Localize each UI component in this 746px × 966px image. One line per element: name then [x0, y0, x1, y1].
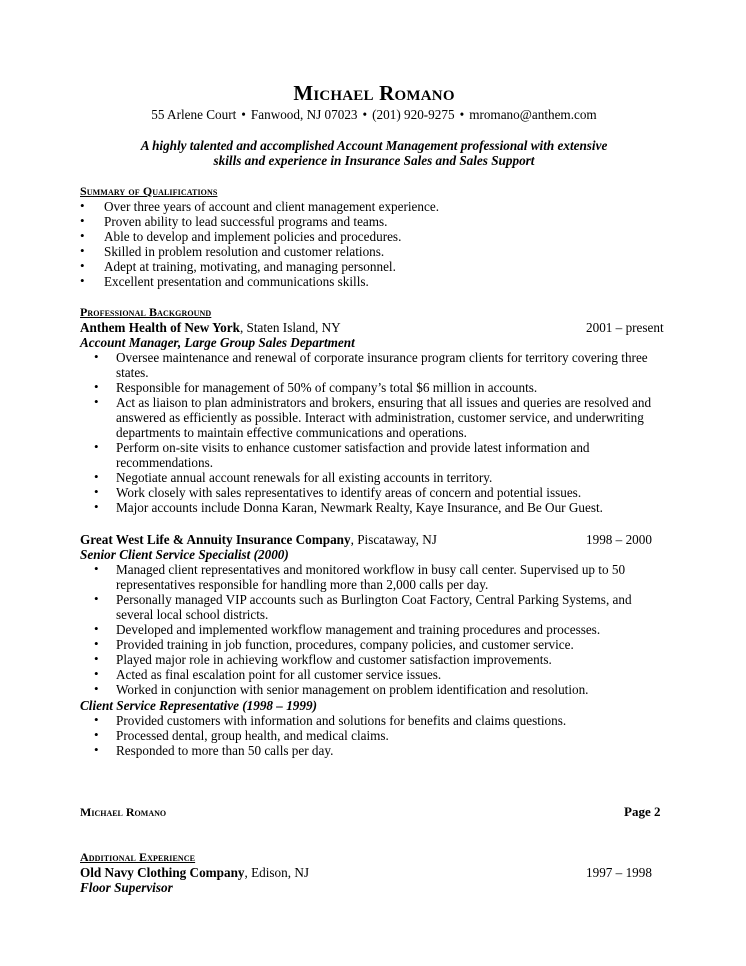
duties-list [80, 350, 662, 515]
company-location: , Staten Island, NY [239, 320, 341, 335]
list-item: • Played major role in achieving workflow and customer satisfaction improvements. [80, 652, 662, 667]
list-item: • Provided training in job function, procedures, company policies, and customer service. [80, 637, 662, 652]
list-item: • Developed and implemented workflow management and training procedures and processes. [80, 622, 662, 637]
list-item: • Proven ability to lead successful programs and teams. [80, 214, 668, 229]
list-item: • Skilled in problem resolution and customer relations. [80, 244, 668, 259]
tagline-line: A highly talented and accomplished Account Management professional with extensive [140, 138, 608, 153]
list-item: • Responsible for management of 50% of company’s total $6 million in accounts. [80, 380, 662, 395]
list-item: • Responded to more than 50 calls per day. [80, 743, 662, 758]
employer-line [80, 532, 668, 547]
employer-line [80, 320, 668, 335]
page-number: Page 2 [624, 804, 661, 819]
employment-dates: 1998 – 2000 [586, 532, 652, 547]
list-item: • Provided customers with information and solutions for benefits and claims questions. [80, 713, 662, 728]
list-item: • Act as liaison to plan administrators and brokers, ensuring that all issues and queries are resolved and answered as efficiently as possible. Interact with administration, customer service, and underwriting departments to maintain effective communications and operations. [80, 395, 662, 440]
company-name: Great West Life & Annuity Insurance Company [80, 532, 351, 547]
list-item: • Oversee maintenance and renewal of corporate insurance program clients for territory covering three states. [80, 350, 662, 380]
employer-line [80, 865, 668, 880]
role-title: Floor Supervisor [80, 880, 173, 895]
list-item: • Acted as final escalation point for all customer service issues. [80, 667, 662, 682]
contact-line [80, 107, 668, 122]
tagline-line: skills and experience in Insurance Sales and Sales Support [213, 153, 535, 168]
phone: (201) 920-9275 [372, 107, 455, 122]
candidate-name: Michael Romano [293, 81, 455, 105]
summary-heading: Summary of Qualifications [80, 184, 218, 198]
list-item: • Negotiate annual account renewals for all existing accounts in territory. [80, 470, 662, 485]
list-item: • Worked in conjunction with senior management on problem identification and resolution. [80, 682, 662, 697]
separator: • [362, 107, 368, 122]
list-item: • Adept at training, motivating, and managing personnel. [80, 259, 668, 274]
role-title: Account Manager, Large Group Sales Department [80, 335, 355, 350]
summary-list [80, 199, 668, 289]
list-item: • Over three years of account and client management experience. [80, 199, 668, 214]
list-item: • Processed dental, group health, and medical claims. [80, 728, 662, 743]
company-location: , Piscataway, NJ [350, 532, 437, 547]
tagline [80, 138, 668, 168]
employment-dates: 2001 – present [586, 320, 664, 335]
email: mromano@anthem.com [469, 107, 597, 122]
separator: • [241, 107, 246, 122]
list-item: • Managed client representatives and monitored workflow in busy call center. Supervised up to 50 representatives responsible for handling more than 2,000 calls per day. [80, 562, 662, 592]
list-item: • Personally managed VIP accounts such as Burlington Coat Factory, Central Parking Systems, and several local school districts. [80, 592, 662, 622]
employment-dates: 1997 – 1998 [586, 865, 652, 880]
separator: • [459, 107, 465, 122]
list-item: • Able to develop and implement policies and procedures. [80, 229, 668, 244]
company-location: , Edison, NJ [244, 865, 309, 880]
company-name: Old Navy Clothing Company [80, 865, 245, 880]
company-name: Anthem Health of New York [80, 320, 240, 335]
page-header-name: Michael Romano [80, 805, 167, 819]
background-heading: Professional Background [80, 305, 212, 319]
address: 55 Arlene Court [151, 107, 237, 122]
city: Fanwood, NJ 07023 [250, 107, 358, 122]
duties-list [80, 713, 662, 758]
role-title: Senior Client Service Specialist (2000) [80, 547, 289, 562]
additional-heading: Additional Experience [80, 850, 196, 864]
list-item: • Perform on-site visits to enhance customer satisfaction and provide latest information and recommendations. [80, 440, 662, 470]
role-title: Client Service Representative (1998 – 1999) [80, 698, 317, 713]
list-item: • Work closely with sales representatives to identify areas of concern and potential issues. [80, 485, 662, 500]
list-item: • Major accounts include Donna Karan, Newmark Realty, Kaye Insurance, and Be Our Guest. [80, 500, 662, 515]
duties-list [80, 562, 662, 697]
list-item: • Excellent presentation and communications skills. [80, 274, 668, 289]
